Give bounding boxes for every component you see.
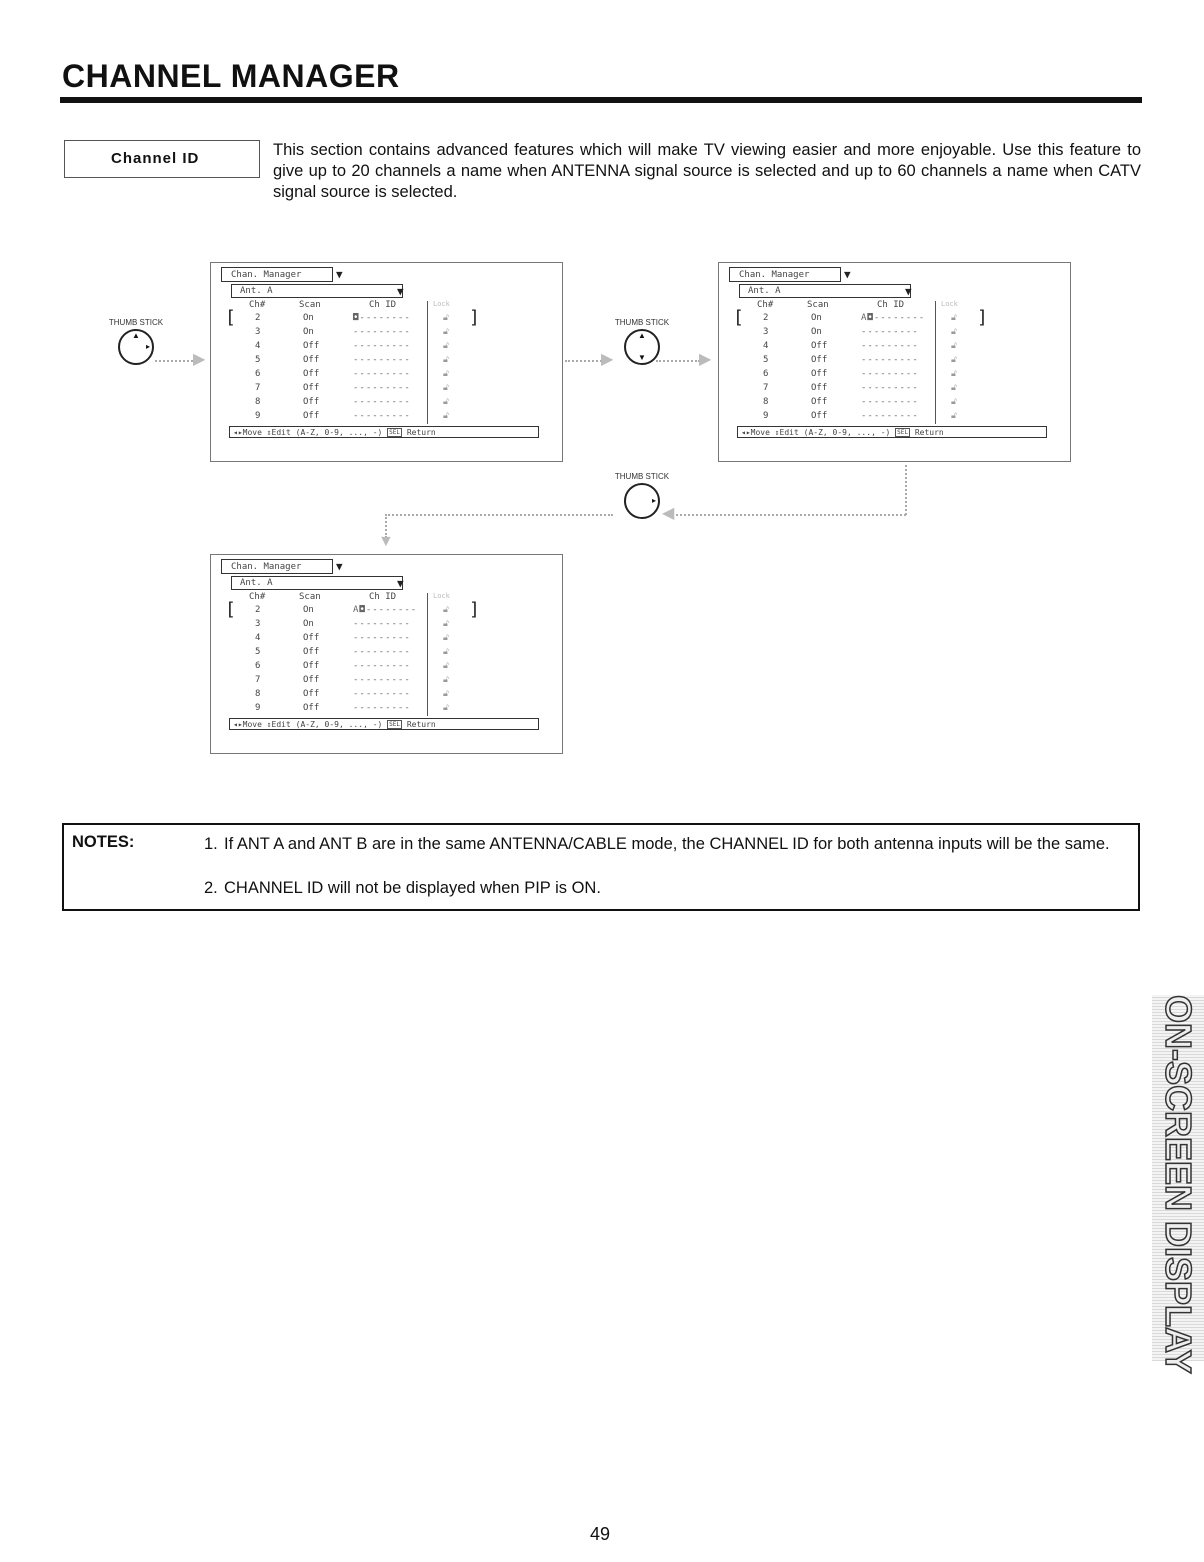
thumbstick-icon: ▲ ▸ [118,329,154,365]
help-return: Return [406,428,436,437]
channel-number: 7 [255,383,261,393]
scan-status: Off [811,383,828,393]
row-bracket-left: [ [225,307,236,328]
scan-status: Off [303,383,320,393]
channel-number: 9 [763,411,769,421]
sel-button-icon: SEL [389,721,400,728]
antenna-select: Ant. A [231,576,403,590]
channel-id: --------- [353,411,411,421]
channel-row [211,355,511,369]
channel-id: --------- [353,397,411,407]
channel-number: 3 [763,327,769,337]
thumbstick-icon: ▸ [624,483,660,519]
row-bracket-left: [ [733,307,744,328]
thumbstick-label: THUMB STICK [614,472,670,481]
section-label: Channel ID [64,140,260,178]
channel-row [211,647,511,661]
help-move: ◂▸Move [741,428,770,437]
channel-row [211,633,511,647]
channel-row [719,327,1019,341]
lock-icon: 🔓︎ [443,661,449,671]
channel-row [211,397,511,411]
scan-status: On [303,619,314,629]
menu-screen-3 [210,554,563,754]
channel-number: 6 [763,369,769,379]
channel-number: 7 [255,675,261,685]
channel-row [719,341,1019,355]
channel-id: --------- [861,327,919,337]
channel-number: 8 [255,397,261,407]
channel-row [211,661,511,675]
help-move: ◂▸Move [233,428,262,437]
channel-number: 6 [255,661,261,671]
thumbstick-1 [106,318,166,365]
lock-icon: 🔓︎ [443,383,449,393]
channel-id: --------- [861,341,919,351]
channel-number: 3 [255,619,261,629]
arrow-right-icon: ▶ [193,351,206,368]
help-bar [229,426,539,438]
lock-icon: 🔓︎ [443,619,449,629]
lock-icon: 🔓︎ [951,397,957,407]
menu-title: Chan. Manager [729,267,841,282]
lock-icon: 🔓︎ [951,341,957,351]
channel-row [719,383,1019,397]
channel-row [211,341,511,355]
channel-number: 9 [255,411,261,421]
channel-id: --------- [353,355,411,365]
lock-icon: 🔓︎ [443,327,449,337]
lock-icon: 🔓︎ [951,327,957,337]
channel-id: --------- [353,675,411,685]
side-tab-label: ON-SCREEN DISPLAY [1158,995,1199,1374]
channel-row [719,369,1019,383]
channel-id: --------- [353,647,411,657]
channel-id: --------- [353,689,411,699]
dropdown-arrow-icon: ▼ [844,268,851,281]
channel-number: 7 [763,383,769,393]
scan-status: Off [303,675,320,685]
scan-status: Off [811,411,828,421]
lock-icon: 🔓︎ [951,355,957,365]
channel-number: 8 [763,397,769,407]
channel-id: --------- [353,633,411,643]
lock-icon: 🔓︎ [443,369,449,379]
lock-icon: 🔓︎ [443,355,449,365]
help-return: Return [406,720,436,729]
arrow-line-6 [385,514,613,516]
row-bracket-right: ] [977,307,988,328]
col-header-ch: Ch# [249,592,266,602]
scan-status: Off [811,341,828,351]
help-edit: ⇕Edit (A-Z, 0-9, ..., -) [774,428,891,437]
row-bracket-left: [ [225,599,236,620]
note-text: CHANNEL ID will not be displayed when PIP is ON. [224,879,601,897]
sel-button-icon: SEL [897,429,908,436]
scan-status: On [303,313,314,323]
channel-row [211,689,511,703]
note-item [204,877,1129,899]
lock-icon: 🔓︎ [951,411,957,421]
antenna-select: Ant. A [739,284,911,298]
page-title: CHANNEL MANAGER [62,58,400,94]
row-bracket-right: ] [469,307,480,328]
channel-number: 4 [255,341,261,351]
channel-number: 4 [763,341,769,351]
help-bar [229,718,539,730]
channel-id: --------- [353,341,411,351]
note-number: 1. [204,835,218,853]
scan-status: Off [303,341,320,351]
channel-row [211,703,511,717]
channel-id: --------- [353,369,411,379]
col-header-ch: Ch# [757,300,774,310]
channel-row [211,327,511,341]
arrow-right-icon: ▶ [601,351,614,368]
lock-icon: 🔓︎ [951,383,957,393]
channel-id: --------- [353,383,411,393]
channel-row [211,619,511,633]
channel-number: 2 [255,313,261,323]
channel-number: 5 [255,355,261,365]
dropdown-arrow-icon: ▼ [336,560,343,573]
channel-id: ◘-------- [353,313,411,323]
channel-number: 8 [255,689,261,699]
channel-row [719,397,1019,411]
channel-number: 5 [763,355,769,365]
channel-number: 6 [255,369,261,379]
arrow-line-1 [155,360,197,362]
dropdown-arrow-icon: ▼ [905,285,912,298]
channel-id: --------- [861,383,919,393]
col-header-scan: Scan [299,592,321,602]
scan-status: Off [303,355,320,365]
menu-title: Chan. Manager [221,559,333,574]
note-item [204,833,1129,855]
menu-screen-2 [718,262,1071,462]
help-return: Return [914,428,944,437]
notes-box [62,823,1140,911]
channel-row [211,369,511,383]
note-number: 2. [204,879,218,897]
channel-id: --------- [861,369,919,379]
arrow-right-icon: ▶ [699,351,712,368]
channel-id: --------- [861,355,919,365]
scan-status: On [303,327,314,337]
scan-status: On [811,327,822,337]
lock-icon: 🔓︎ [443,313,449,323]
scan-status: Off [811,355,828,365]
notes-label: NOTES: [72,833,135,851]
scan-status: Off [811,397,828,407]
channel-id: A◘-------- [861,313,926,323]
arrow-line-3 [656,360,700,362]
channel-row [719,355,1019,369]
scan-status: Off [811,369,828,379]
lock-icon: 🔓︎ [951,369,957,379]
scan-status: On [811,313,822,323]
channel-row [719,411,1019,425]
page-number: 49 [590,1524,611,1544]
title-rule [60,97,1142,103]
help-edit: ⇕Edit (A-Z, 0-9, ..., -) [266,720,383,729]
channel-number: 2 [763,313,769,323]
channel-id: --------- [353,327,411,337]
channel-row [211,675,511,689]
channel-id: --------- [353,619,411,629]
lock-icon: 🔓︎ [951,313,957,323]
col-header-scan: Scan [807,300,829,310]
thumbstick-icon: ▲ ▼ [624,329,660,365]
scan-status: Off [303,703,320,713]
channel-id: --------- [861,411,919,421]
lock-icon: 🔓︎ [443,633,449,643]
arrow-line-2 [565,360,605,362]
thumbstick-label: THUMB STICK [108,318,164,327]
menu-title: Chan. Manager [221,267,333,282]
channel-number: 9 [255,703,261,713]
arrow-down-icon: ▼ [378,533,394,550]
menu-screen-1 [210,262,563,462]
col-header-id: Ch ID [369,592,397,602]
scan-status: Off [303,647,320,657]
col-header-id: Ch ID [369,300,397,310]
arrow-line-4 [905,465,907,515]
col-header-lock: Lock [941,300,958,308]
channel-row [719,313,1019,327]
sel-button-icon: SEL [389,429,400,436]
row-bracket-right: ] [469,599,480,620]
channel-number: 5 [255,647,261,657]
scan-status: Off [303,411,320,421]
dropdown-arrow-icon: ▼ [336,268,343,281]
scan-status: On [303,605,314,615]
col-header-ch: Ch# [249,300,266,310]
channel-id: --------- [353,703,411,713]
lock-icon: 🔓︎ [443,647,449,657]
channel-row [211,313,511,327]
channel-number: 2 [255,605,261,615]
channel-id: --------- [861,397,919,407]
scan-status: Off [303,369,320,379]
channel-number: 4 [255,633,261,643]
scan-status: Off [303,661,320,671]
thumbstick-2 [612,318,672,365]
col-header-lock: Lock [433,592,450,600]
antenna-select: Ant. A [231,284,403,298]
channel-row [211,383,511,397]
lock-icon: 🔓︎ [443,411,449,421]
help-bar [737,426,1047,438]
scan-status: Off [303,633,320,643]
lock-icon: 🔓︎ [443,397,449,407]
thumbstick-label: THUMB STICK [614,318,670,327]
arrow-left-icon: ◀ [662,505,675,522]
dropdown-arrow-icon: ▼ [397,285,404,298]
scan-status: Off [303,689,320,699]
channel-row [211,411,511,425]
channel-row [211,605,511,619]
lock-icon: 🔓︎ [443,341,449,351]
col-header-lock: Lock [433,300,450,308]
help-edit: ⇕Edit (A-Z, 0-9, ..., -) [266,428,383,437]
intro-paragraph: This section contains advanced features which will make TV viewing easier and more enjoyable. Use this feature to give up to 20 channels a name when ANTENNA signal source is selected and up to 60 channels a name when CATV signal source is selected. [273,141,1141,201]
dropdown-arrow-icon: ▼ [397,577,404,590]
lock-icon: 🔓︎ [443,703,449,713]
col-header-id: Ch ID [877,300,905,310]
channel-number: 3 [255,327,261,337]
channel-id: --------- [353,661,411,671]
col-header-scan: Scan [299,300,321,310]
channel-id: A◘-------- [353,605,418,615]
scan-status: Off [303,397,320,407]
lock-icon: 🔓︎ [443,605,449,615]
arrow-line-5 [676,514,906,516]
help-move: ◂▸Move [233,720,262,729]
lock-icon: 🔓︎ [443,675,449,685]
lock-icon: 🔓︎ [443,689,449,699]
note-text: If ANT A and ANT B are in the same ANTENNA/CABLE mode, the CHANNEL ID for both antenna inputs will be the same. [224,835,1110,853]
side-tab [1152,995,1204,1374]
